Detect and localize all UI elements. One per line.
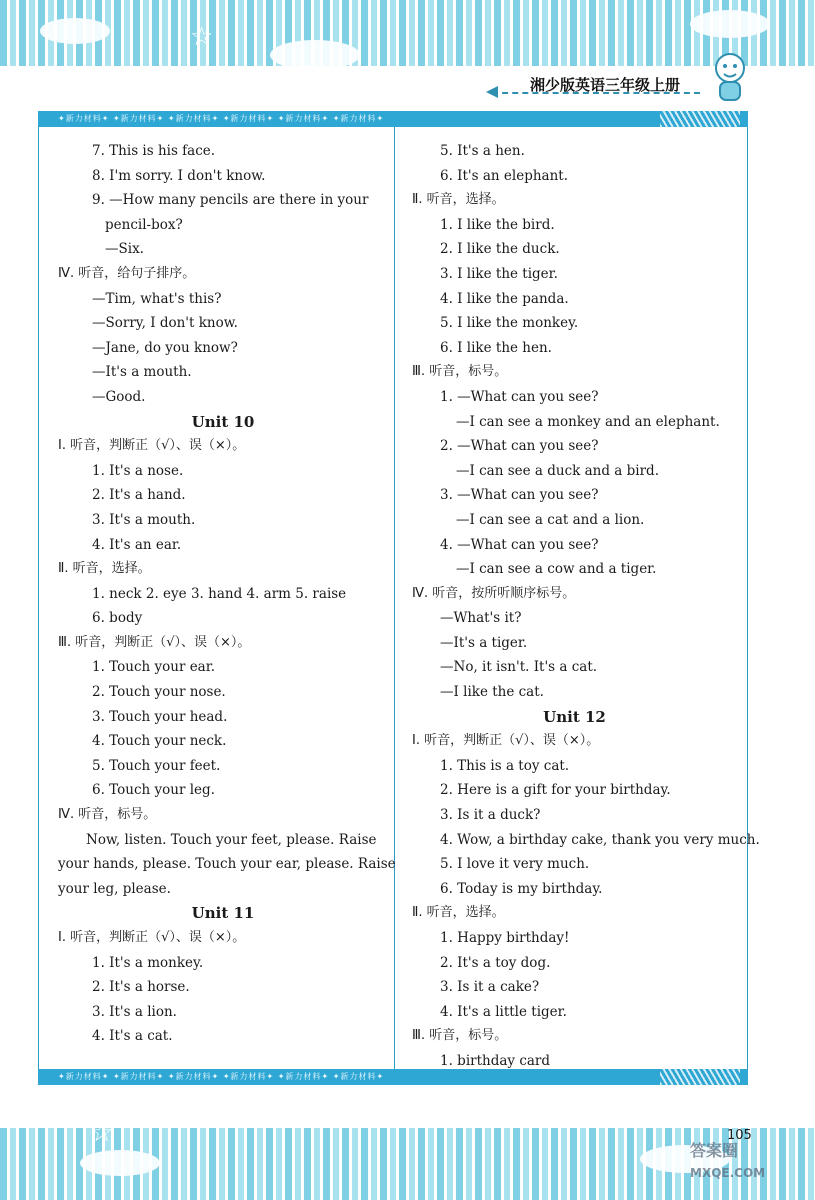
star-icon: ☆ [190, 22, 214, 52]
text-line: 5. It's a hen. [440, 143, 525, 159]
text-line: 6. It's an elephant. [440, 167, 568, 184]
text-line: 6. Touch your leg. [92, 782, 215, 799]
text-line: 3. I like the tiger. [440, 265, 558, 282]
header-divider [492, 92, 700, 94]
text-line: 4. It's a cat. [92, 1028, 173, 1045]
cloud-icon [690, 10, 770, 38]
text-line: —What's it? [440, 610, 522, 627]
watermark-line1: 答案圈 [690, 1141, 739, 1160]
text-line: 3. Touch your head. [92, 708, 228, 725]
unit-heading: Unit 10 [191, 412, 255, 431]
text-line: 2. Touch your nose. [92, 684, 226, 701]
text-line: 8. I'm sorry. I don't know. [92, 167, 266, 184]
text-line: —I can see a monkey and an elephant. [456, 413, 720, 430]
text-line: —Good. [92, 388, 146, 405]
text-line: 3. Is it a duck? [440, 807, 541, 824]
text-line: 2. Here is a gift for your birthday. [440, 782, 671, 799]
left-column [58, 139, 396, 1049]
text-line: —I can see a duck and a bird. [456, 462, 659, 479]
text-line: 3. Is it a cake? [440, 979, 540, 996]
section-heading: Ⅳ. 听音，给句子排序。 [58, 265, 196, 281]
text-line: 4. Wow, a birthday cake, thank you very much. [440, 831, 760, 848]
mascot-icon [706, 48, 754, 106]
text-line: 1. —What can you see? [440, 388, 599, 405]
section-heading: Ⅲ. 听音，标号。 [412, 1028, 508, 1044]
text-line: 1. It's a nose. [92, 462, 184, 479]
text-line: 6. I like the hen. [440, 339, 552, 356]
column-divider [394, 127, 395, 1069]
unit-heading: Unit 11 [191, 904, 255, 923]
text-line: —Sorry, I don't know. [92, 315, 238, 332]
text-line: your hands, please. Touch your ear, please. Raise [58, 856, 396, 873]
section-heading: Ⅰ. 听音，判断正（√）、误（×）。 [58, 930, 246, 945]
text-line: 9. —How many pencils are there in your [92, 192, 369, 209]
cloud-icon [40, 18, 110, 44]
text-line: 6. Today is my birthday. [440, 880, 603, 897]
hatch-pattern [660, 111, 740, 127]
text-line: pencil-box? [105, 216, 183, 233]
text-line: 1. birthday card [440, 1052, 551, 1069]
text-line: 2. —What can you see? [440, 438, 599, 455]
cloud-icon [80, 1150, 160, 1176]
text-line: —Tim, what's this? [92, 290, 222, 307]
text-line: 3. It's a lion. [92, 1003, 177, 1020]
text-line: —I can see a cow and a tiger. [456, 561, 657, 578]
top-band [38, 111, 748, 127]
unit-heading: Unit 12 [543, 707, 606, 726]
text-line: 4. Touch your neck. [92, 733, 227, 750]
top-decorative-stripes [0, 0, 815, 66]
section-heading: Ⅲ. 听音，判断正（√）、误（×）。 [58, 634, 251, 650]
text-line: 1. Touch your ear. [92, 659, 215, 676]
section-heading: Ⅰ. 听音，判断正（√）、误（×）。 [412, 733, 600, 749]
section-heading: Ⅱ. 听音，选择。 [58, 561, 151, 577]
text-line: 6. body [92, 610, 143, 627]
text-line: —It's a mouth. [92, 364, 192, 381]
text-line: 2. It's a hand. [92, 487, 186, 504]
text-line: 4. I like the panda. [440, 290, 569, 307]
text-line: 5. I love it very much. [440, 856, 590, 873]
band-text: ✦新力材料✦ ✦新力材料✦ ✦新力材料✦ ✦新力材料✦ ✦新力材料✦ ✦新力材料✦ [58, 1072, 385, 1081]
section-heading: Ⅱ. 听音，选择。 [412, 192, 505, 208]
text-line: —I can see a cat and a lion. [456, 511, 645, 528]
text-line: 1. Happy birthday! [440, 930, 570, 946]
text-line: Now, listen. Touch your feet, please. Raise [86, 831, 377, 848]
text-line: 1. I like the bird. [440, 216, 555, 233]
text-line: 7. This is his face. [92, 143, 216, 159]
section-heading: Ⅲ. 听音，标号。 [412, 364, 508, 380]
text-line: 2. I like the duck. [440, 241, 560, 258]
book-title: 湘少版英语三年级上册 [530, 76, 681, 94]
star-icon: ☆ [90, 1118, 114, 1148]
text-line: 4. —What can you see? [440, 536, 599, 553]
band-text: ✦新力材料✦ ✦新力材料✦ ✦新力材料✦ ✦新力材料✦ ✦新力材料✦ ✦新力材料✦ [58, 114, 385, 123]
text-line: 4. It's a little tiger. [440, 1003, 567, 1020]
text-line: 3. —What can you see? [440, 487, 599, 504]
text-line: 5. I like the monkey. [440, 315, 579, 332]
text-line: —No, it isn't. It's a cat. [440, 659, 598, 676]
section-heading: Ⅱ. 听音，选择。 [412, 905, 505, 921]
text-line: 2. It's a toy dog. [440, 954, 551, 971]
text-line: —Six. [105, 241, 144, 258]
watermark-line2: MXQE.COM [690, 1166, 766, 1180]
section-heading: Ⅰ. 听音，判断正（√）、误（×）。 [58, 438, 246, 454]
section-heading: Ⅳ. 听音，标号。 [58, 807, 157, 823]
text-line: —It's a tiger. [440, 634, 528, 651]
text-line: 1. This is a toy cat. [440, 757, 570, 774]
text-line: —I like the cat. [440, 684, 544, 701]
text-line: 3. It's a mouth. [92, 511, 196, 528]
watermark [690, 1140, 765, 1184]
text-line: 1. neck 2. eye 3. hand 4. arm 5. raise [92, 585, 347, 602]
cloud-icon [270, 40, 360, 70]
page-number: 105 [727, 1128, 752, 1143]
text-line: your leg, please. [58, 880, 171, 897]
text-line: 4. It's an ear. [92, 536, 182, 553]
text-line: 1. It's a monkey. [92, 954, 204, 971]
text-line: —Jane, do you know? [92, 339, 238, 356]
right-column [412, 139, 760, 1074]
section-heading: Ⅳ. 听音，按所听顺序标号。 [412, 585, 576, 601]
text-line: 5. Touch your feet. [92, 757, 221, 774]
text-line: 2. It's a horse. [92, 979, 190, 996]
